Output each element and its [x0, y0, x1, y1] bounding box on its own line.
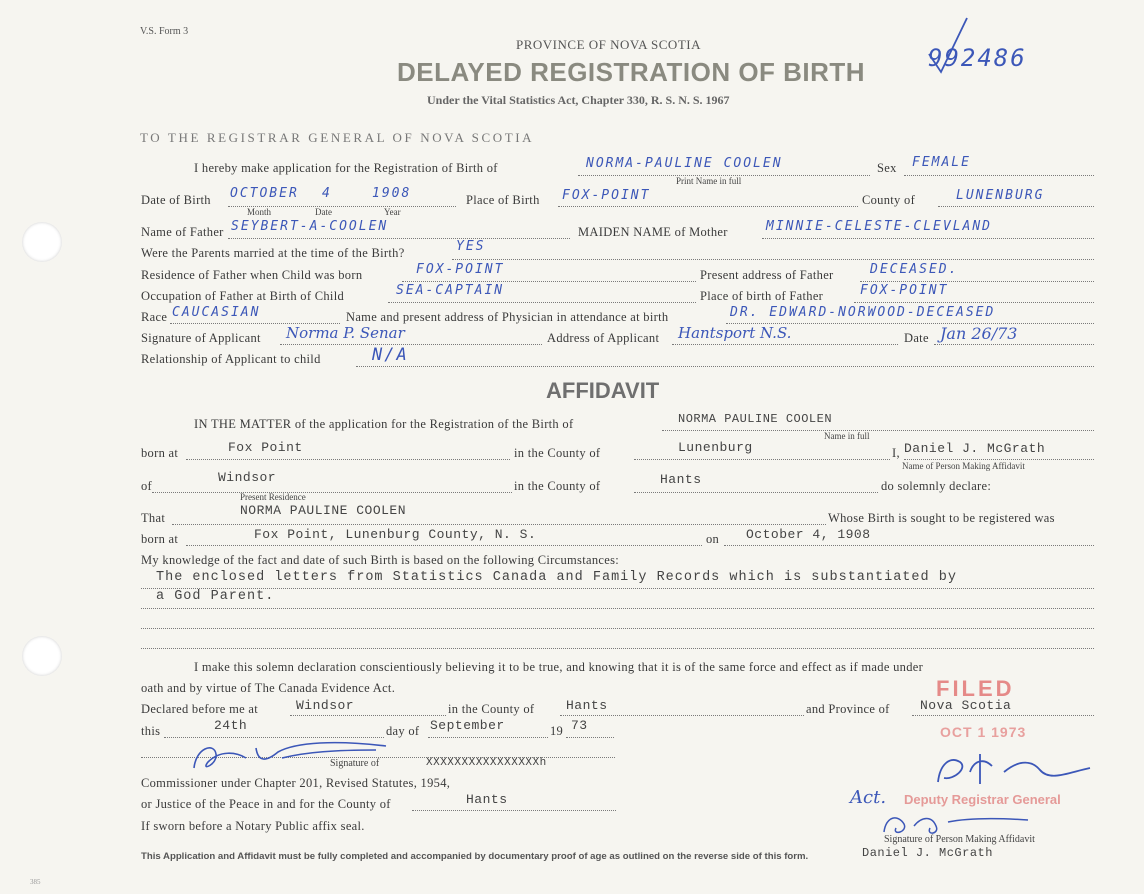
affiant-hint: Name of Person Making Affidavit [902, 461, 1025, 471]
justice-label: or Justice of the Peace in and for the County of [141, 797, 391, 811]
relationship-value: N/A [372, 345, 409, 365]
province-header: PROVINCE OF NOVA SCOTIA [516, 37, 701, 52]
father-label: Name of Father [141, 225, 224, 239]
struck-title: XXXXXXXXXXXXXXXXh [426, 757, 547, 769]
county-label: County of [862, 193, 916, 207]
year-value: 73 [571, 718, 588, 733]
footer-note: This Application and Affidavit must be fully completed and accompanied by documentary proof of age as outlined on the reverse side of this form. [141, 851, 809, 862]
residence-hint: Present Residence [240, 492, 306, 502]
county-of-label-2: in the County of [514, 479, 601, 493]
present-address-value: DECEASED. [870, 262, 959, 277]
mother-value: MINNIE-CELESTE-CLEVLAND [766, 219, 993, 234]
affiant-value: Daniel J. McGrath [904, 441, 1046, 456]
dob-date: 4 [322, 186, 332, 201]
mother-label: MAIDEN NAME of Mother [578, 225, 728, 239]
pob-value: FOX-POINT [562, 188, 651, 203]
born-at-label-2: born at [141, 532, 179, 546]
race-value: CAUCASIAN [172, 305, 261, 320]
relationship-label: Relationship of Applicant to child [141, 352, 321, 366]
sex-value: FEMALE [912, 155, 971, 170]
filed-stamp: FILED [936, 676, 1015, 701]
circumstances-line-1: The enclosed letters from Statistics Canada and Family Records which is substantiated by [156, 570, 957, 585]
of-label: of [141, 479, 153, 493]
declared-at-value: Windsor [296, 698, 355, 713]
this-label: this [141, 724, 161, 738]
province-label: and Province of [806, 702, 890, 716]
justice-county-value: Hants [466, 792, 508, 807]
date-hint: Date [315, 207, 332, 217]
knowledge-label: My knowledge of the fact and date of such Birth is based on the following Circumstances: [141, 553, 620, 567]
date-value: Jan 26/73 [940, 324, 1018, 343]
commissioner-label: Commissioner under Chapter 201, Revised Statutes, 1954, [141, 776, 451, 790]
circumstances-line-2: a God Parent. [156, 589, 275, 604]
date-label: Date [904, 331, 929, 345]
residence-value: FOX-POINT [416, 262, 505, 277]
county-value: LUNENBURG [956, 188, 1045, 203]
matter-label: IN THE MATTER of the application for the Registration of the Birth of [194, 417, 574, 431]
pob-label: Place of Birth [466, 193, 540, 207]
addressee: TO THE REGISTRAR GENERAL OF NOVA SCOTIA [140, 130, 535, 145]
solemn-declaration-1: I make this solemn declaration conscientiously believing it to be true, and knowing that it is of the same force and effect as if made under [194, 660, 924, 674]
dob-year: 1908 [372, 186, 412, 201]
occupation-value: SEA-CAPTAIN [396, 283, 505, 298]
notary-label: If sworn before a Notary Public affix seal. [141, 819, 365, 833]
day-of-label: day of [386, 724, 420, 738]
year-prefix: 19 [550, 724, 564, 738]
day-value: 24th [214, 718, 248, 733]
dob-month: OCTOBER [230, 186, 299, 201]
physician-value: DR. EDWARD-NORWOOD-DECEASED [730, 305, 996, 320]
father-value: SEYBERT-A-COOLEN [231, 219, 389, 234]
declared-label: Declared before me at [141, 702, 258, 716]
signature-person-value: Daniel J. McGrath [862, 846, 993, 860]
born-at-value: Fox Point [228, 440, 303, 455]
county-of-label-3: in the County of [448, 702, 535, 716]
address-label: Address of Applicant [547, 331, 660, 345]
intro-label: I hereby make application for the Registration of Birth of [194, 161, 498, 175]
name-hint: Name in full [824, 431, 870, 441]
physician-label: Name and present address of Physician in attendance at birth [346, 310, 669, 324]
residence-affidavit-value: Windsor [218, 470, 277, 485]
declared-county-value: Hants [566, 698, 608, 713]
on-date-value: October 4, 1908 [746, 527, 871, 542]
father-pob-label: Place of birth of Father [700, 289, 824, 303]
act-initial: Act. [850, 787, 887, 808]
married-label: Were the Parents married at the time of the Birth? [141, 246, 405, 260]
province-value: Nova Scotia [920, 698, 1012, 713]
form-number: V.S. Form 3 [140, 26, 189, 37]
punch-hole-bottom [22, 636, 62, 676]
signature-person-label: Signature of Person Making Affidavit [884, 834, 1035, 845]
applicant-signature: Norma P. Senar [286, 324, 405, 342]
form-subtitle: Under the Vital Statistics Act, Chapter 330, R. S. N. S. 1967 [427, 93, 730, 107]
born-at-2-value: Fox Point, Lunenburg County, N. S. [254, 527, 537, 542]
on-label: on [706, 532, 720, 546]
sex-label: Sex [877, 161, 897, 175]
dob-label: Date of Birth [141, 193, 211, 207]
affidavit-name: NORMA PAULINE COOLEN [678, 412, 833, 426]
month-hint: Month [247, 207, 272, 217]
that-label: That [141, 511, 166, 525]
deputy-registrar-stamp: Deputy Registrar General [904, 792, 1061, 807]
registration-number: 992486 [928, 44, 1027, 72]
occupation-label: Occupation of Father at Birth of Child [141, 289, 345, 303]
signature-of-label: Signature of [330, 758, 380, 769]
declare-label: do solemnly declare: [881, 479, 992, 493]
corner-code: 385 [30, 878, 41, 886]
father-pob-value: FOX-POINT [860, 283, 949, 298]
residence-county-value: Hants [660, 472, 702, 487]
race-label: Race [141, 310, 168, 324]
married-value: YES [456, 239, 486, 254]
print-name-hint: Print Name in full [676, 176, 742, 186]
year-hint: Year [384, 207, 401, 217]
county-of-label: in the County of [514, 446, 601, 460]
address-value: Hantsport N.S. [678, 324, 792, 342]
month-value: September [430, 718, 505, 733]
affidavit-heading: AFFIDAVIT [546, 378, 660, 403]
commissioner-signature [186, 728, 406, 778]
born-at-label: born at [141, 446, 179, 460]
born-county-value: Lunenburg [678, 440, 753, 455]
form-title: DELAYED REGISTRATION OF BIRTH [397, 57, 866, 87]
filed-date-stamp: OCT 1 1973 [940, 724, 1027, 740]
residence-label: Residence of Father when Child was born [141, 268, 363, 282]
applicant-signature-label: Signature of Applicant [141, 331, 261, 345]
solemn-declaration-2: oath and by virtue of The Canada Evidence Act. [141, 681, 396, 695]
present-address-label: Present address of Father [700, 268, 834, 282]
whose-birth-label: Whose Birth is sought to be registered was [828, 511, 1055, 525]
i-label: I, [892, 446, 900, 460]
punch-hole-top [22, 222, 62, 262]
that-name-value: NORMA PAULINE COOLEN [240, 503, 407, 518]
child-name-value: NORMA-PAULINE COOLEN [586, 156, 783, 171]
